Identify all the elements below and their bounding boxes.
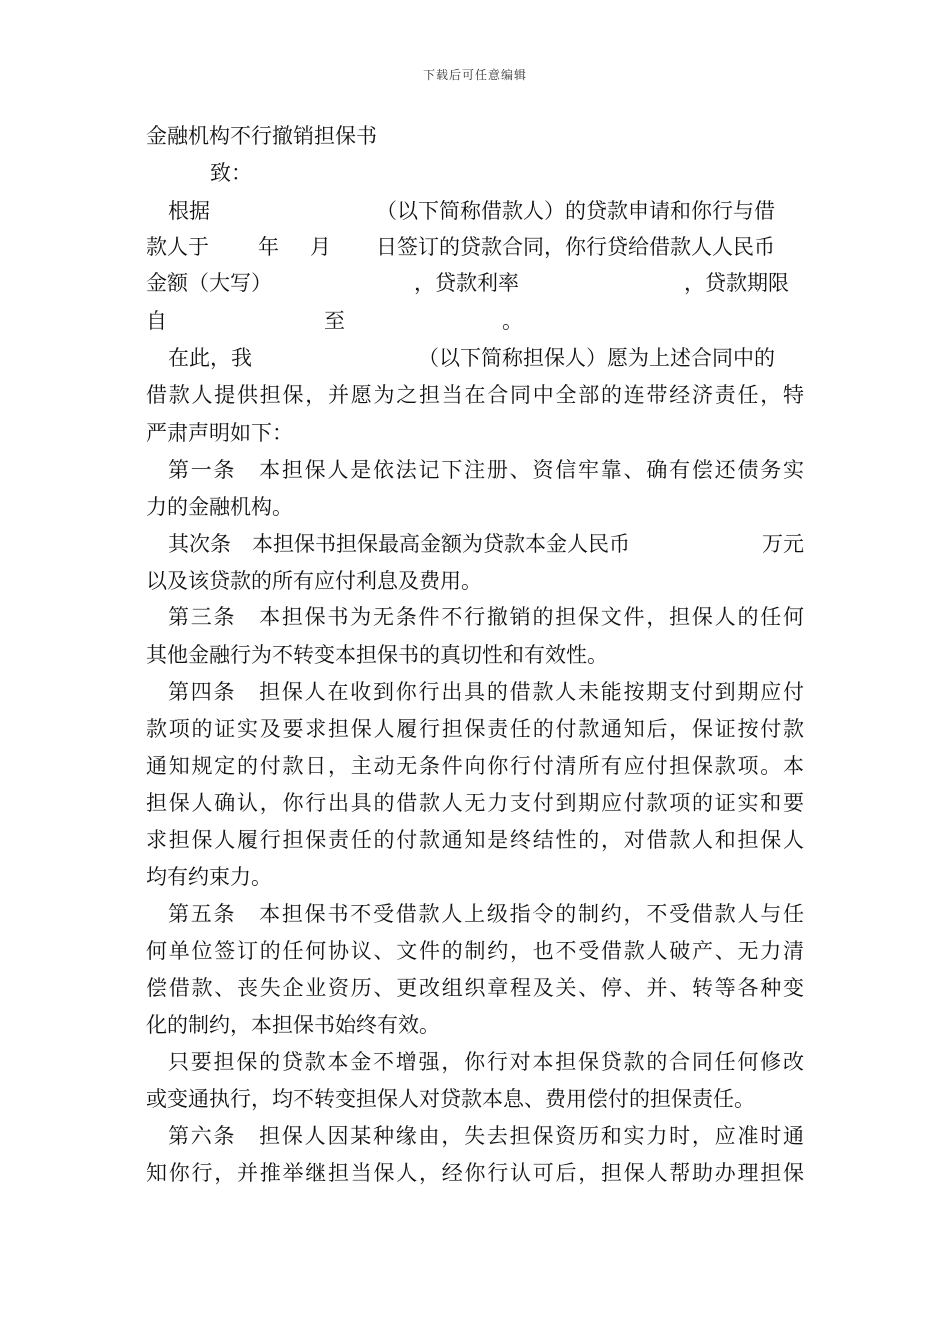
article-5-line: 偿借款、丧失企业资历、更改组织章程及关、停、并、转等各种变 [146,976,804,1000]
article-4-line: 第四条 担保人在收到你行出具的借款人未能按期支付到期应付 [168,680,804,704]
text-fragment: 自 [146,309,167,333]
paragraph-line [146,232,806,262]
text-fragment: ，贷款期限 [684,271,789,295]
article-1-line: 第一条 本担保人是依法记下注册、资信牢靠、确有偿还债务实 [168,458,804,482]
text-fragment: 月 [310,235,331,259]
article-6-line: 知你行，并推举继担当保人，经你行认可后，担保人帮助办理担保 [146,1161,804,1185]
article-4-line: 款项的证实及要求担保人履行担保责任的付款通知后，保证按付款 [146,717,804,741]
paragraph-line [146,343,806,373]
page-header-note: 下载后可任意编辑 [422,68,527,82]
article-6-line: 第六条 担保人因某种缘由，失去担保资历和实力时，应准时通 [168,1124,804,1148]
text-fragment: （以下简称借款人）的贷款申请和你行与借 [376,199,775,223]
text-fragment: 至 [324,309,345,333]
text-fragment: 其次条 本担保书担保最高金额为贷款本金人民币 [168,532,630,556]
salutation: 致： [210,161,252,185]
text-fragment: 万元 [762,532,804,556]
article-4-line: 均有约束力。 [146,865,272,889]
text-fragment: 金额（大写） [146,271,272,295]
article-5-line: 第五条 本担保书不受借款人上级指令的制约，不受借款人与任 [168,902,804,926]
paragraph-line [146,306,806,336]
text-fragment: 根据 [168,199,210,223]
article-1-line: 力的金融机构。 [146,495,293,519]
paragraph-line: 借款人提供担保，并愿为之担当在合同中全部的连带经济责任，特 [146,383,804,407]
paragraph-line [146,268,806,298]
article-5-line: 化的制约，本担保书始终有效。 [146,1013,440,1037]
paragraph-line [146,196,806,226]
article-4-line: 担保人确认，你行出具的借款人无力支付到期应付款项的证实和要 [146,791,804,815]
paragraph-line: 或变通执行，均不转变担保人对贷款本息、费用偿付的担保责任。 [146,1087,755,1111]
document-title: 金融机构不行撤销担保书 [146,124,377,148]
text-fragment: 。 [502,309,523,333]
article-2-line: 以及该贷款的所有应付利息及费用。 [146,569,482,593]
text-fragment: （以下简称担保人）愿为上述合同中的 [418,346,775,370]
paragraph-line: 只要担保的贷款本金不增强，你行对本担保贷款的合同任何修改 [168,1050,804,1074]
paragraph-line: 严肃声明如下： [146,421,293,445]
text-fragment: 日签订的贷款合同，你行贷给借款人人民币 [376,235,775,259]
text-fragment: 年 [258,235,279,259]
text-fragment: 款人于 [146,235,209,259]
article-5-line: 何单位签订的任何协议、文件的制约，也不受借款人破产、无力清 [146,939,804,963]
article-4-line: 通知规定的付款日，主动无条件向你行付清所有应付担保款项。本 [146,754,804,778]
text-fragment: 在此，我 [168,346,252,370]
article-3-line: 第三条 本担保书为无条件不行撤销的担保文件，担保人的任何 [168,605,804,629]
article-2-line [146,529,806,559]
article-4-line: 求担保人履行担保责任的付款通知是终结性的，对借款人和担保人 [146,828,804,852]
text-fragment: ，贷款利率 [414,271,519,295]
article-3-line: 其他金融行为不转变本担保书的真切性和有效性。 [146,643,608,667]
